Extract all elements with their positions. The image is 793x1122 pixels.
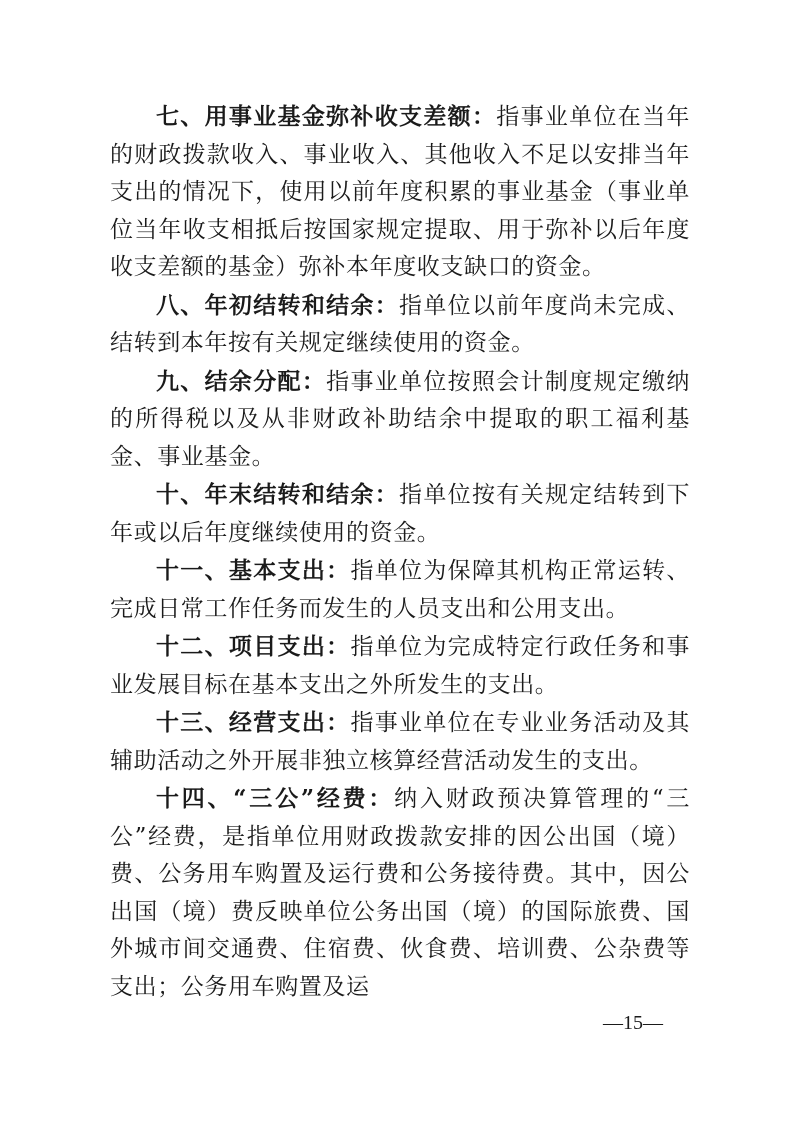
term-definition: 纳入财政预决算管理的“三公”经费，是指单位用财政拨款安排的因公出国（境）费、公务用车购置及运行费和公务接待费。其中，因公出国（境）费反映单位公务出国（境）的国际旅费、国外城市间交通费、住宿费、伙食费、培训费、公杂费等支出；公务用车购置及运 — [110, 786, 690, 1000]
term-definition: 指事业单位在专业业务活动及其辅助活动之外开展非独立核算经营活动发生的支出。 — [110, 710, 690, 774]
term-heading: 十二、项目支出： — [156, 633, 351, 660]
term-heading: 十、年末结转和结余： — [156, 481, 400, 508]
term-heading: 十三、经营支出： — [156, 709, 351, 736]
paragraph-8 — [110, 287, 690, 363]
page-number: —15— — [603, 1012, 663, 1034]
paragraph-7 — [110, 98, 690, 287]
term-heading: 九、结余分配： — [156, 367, 327, 395]
paragraph-13 — [110, 704, 690, 780]
paragraph-14 — [110, 780, 690, 1006]
paragraph-9 — [110, 363, 690, 477]
term-definition: 指单位按有关规定结转到下年或以后年度继续使用的资金。 — [110, 482, 690, 546]
document-page — [110, 98, 690, 1006]
term-definition: 指单位为完成特定行政任务和事业发展目标在基本支出之外所发生的支出。 — [110, 634, 690, 698]
term-heading: 八、年初结转和结余： — [156, 291, 400, 319]
term-definition: 指单位为保障其机构正常运转、完成日常工作任务而发生的人员支出和公用支出。 — [110, 558, 690, 622]
paragraph-12 — [110, 628, 690, 704]
paragraph-11 — [110, 552, 690, 628]
term-definition: 指事业单位在当年的财政拨款收入、事业收入、其他收入不足以安排当年支出的情况下，使用以前年度积累的事业基金（事业单位当年收支相抵后按国家规定提取、用于弥补以后年度收支差额的基金）弥补本年度收支缺口的资金。 — [110, 104, 690, 280]
term-heading: 七、用事业基金弥补收支差额： — [156, 103, 497, 130]
term-definition: 指单位以前年度尚未完成、结转到本年按有关规定继续使用的资金。 — [110, 292, 690, 356]
paragraph-10 — [110, 476, 690, 552]
term-heading: 十一、基本支出： — [156, 557, 351, 584]
term-heading: 十四、“三公”经费： — [156, 785, 395, 812]
term-definition: 指事业单位按照会计制度规定缴纳的所得税以及从非财政补助结余中提取的职工福利基金、事业基金。 — [110, 368, 691, 470]
